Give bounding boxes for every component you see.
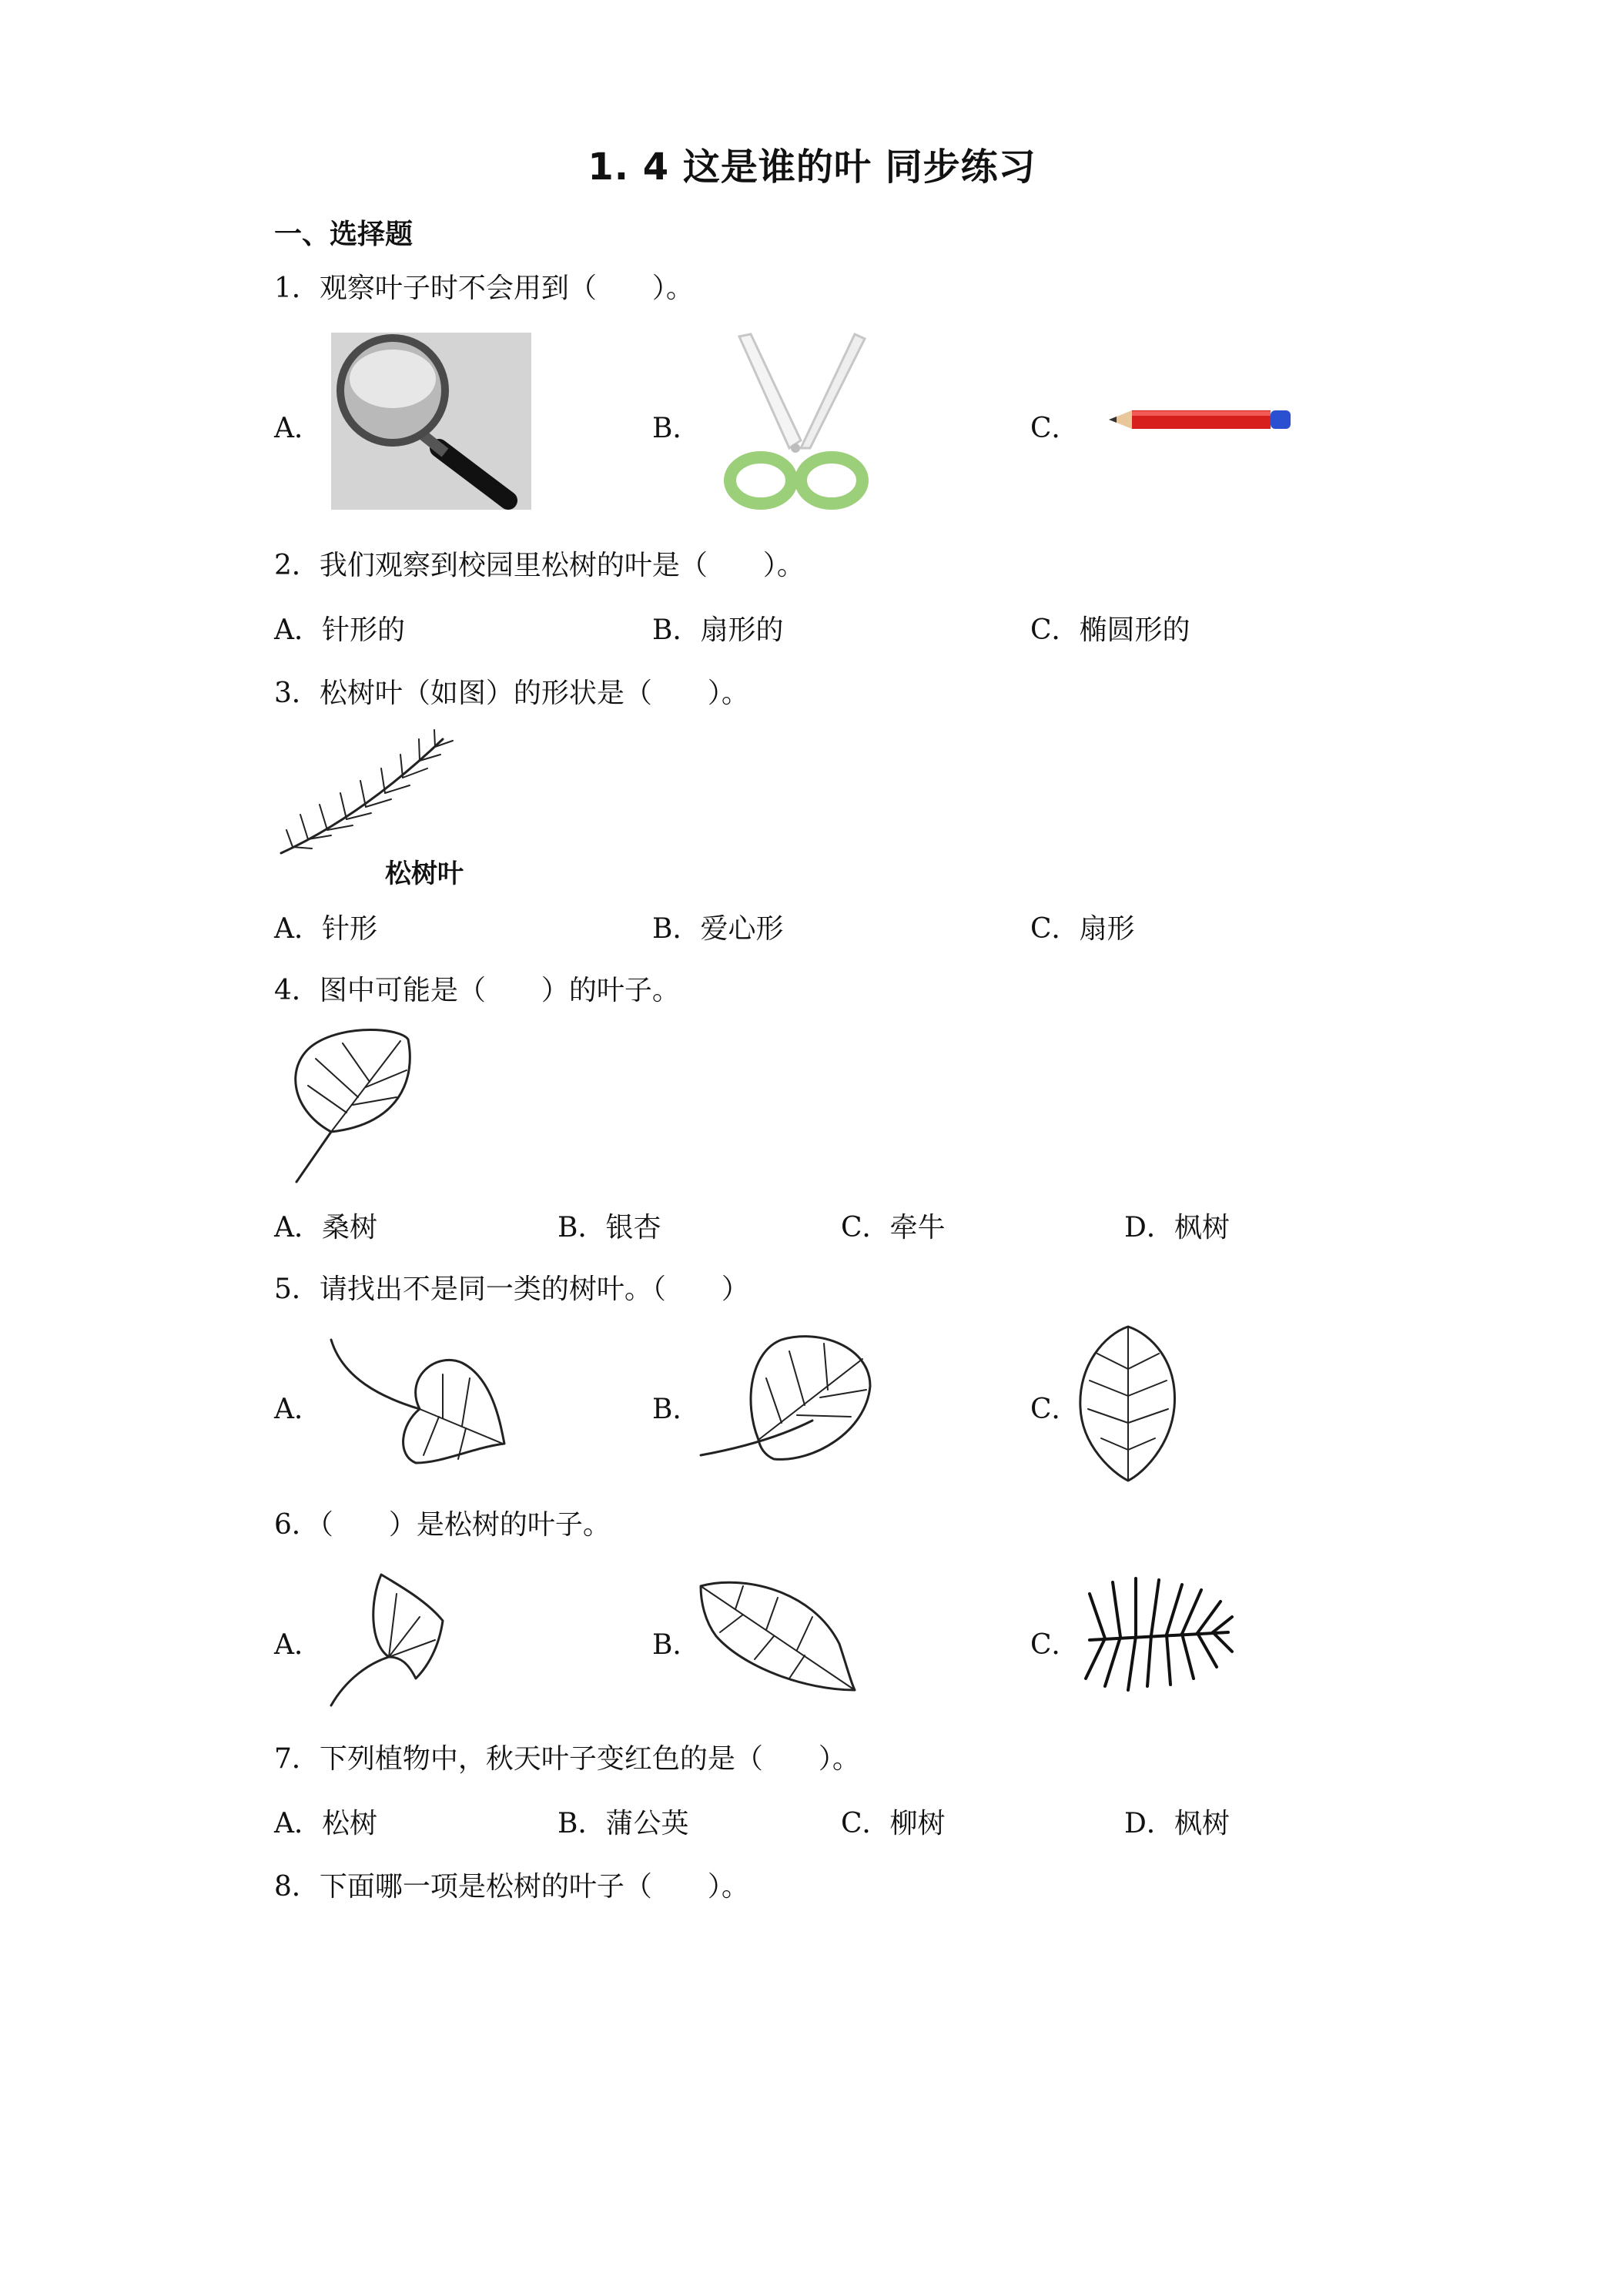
q6-option-c[interactable]: C． (1030, 1629, 1080, 1661)
q7-option-a[interactable]: A．松树 (274, 1808, 377, 1839)
q5-leaf-b-image (697, 1332, 882, 1471)
q4-option-c[interactable]: C．牵牛 (841, 1212, 946, 1243)
q3-option-b[interactable]: B．爱心形 (652, 913, 784, 945)
q4-option-d[interactable]: D．枫树 (1124, 1212, 1230, 1243)
section-heading: 一、选择题 (274, 219, 414, 250)
q6-option-a[interactable]: A． (274, 1629, 322, 1661)
question-6-stem: 6．（ ）是松树的叶子。 (274, 1509, 611, 1541)
magnifying-glass-image (331, 333, 531, 510)
q7-option-b[interactable]: B．蒲公英 (558, 1808, 689, 1839)
q7-option-c[interactable]: C．柳树 (841, 1808, 946, 1839)
q1-option-b[interactable]: B． (652, 413, 701, 444)
q5-option-b[interactable]: B． (652, 1394, 701, 1425)
question-1-stem: 1．观察叶子时不会用到（ ）。 (274, 273, 694, 304)
q7-option-d[interactable]: D．枫树 (1124, 1808, 1230, 1839)
question-3-stem: 3．松树叶（如图）的形状是（ ）。 (274, 678, 749, 709)
q3-option-a[interactable]: A．针形 (274, 913, 377, 945)
question-7-stem: 7．下列植物中，秋天叶子变红色的是（ ）。 (274, 1743, 860, 1775)
q1-option-a[interactable]: A． (274, 413, 322, 444)
q3-option-c[interactable]: C．扇形 (1030, 913, 1135, 945)
question-2-stem: 2．我们观察到校园里松树的叶是（ ）。 (274, 550, 805, 581)
poplar-leaf-image (285, 1024, 424, 1186)
question-4-stem: 4．图中可能是（ ）的叶子。 (274, 975, 680, 1006)
q4-option-a[interactable]: A．桑树 (274, 1212, 377, 1243)
question-5-stem: 5．请找出不是同一类的树叶。（ ） (274, 1274, 749, 1305)
pine-needles-image (1082, 1571, 1236, 1694)
page-title: 1. 4 这是谁的叶 同步练习 (588, 146, 1036, 189)
pine-branch-image (277, 724, 485, 862)
figure-caption: 松树叶 (385, 858, 464, 889)
pencil-image (1109, 404, 1294, 435)
question-8-stem: 8．下面哪一项是松树的叶子（ ）。 (274, 1871, 749, 1903)
oval-leaf-image (697, 1575, 859, 1698)
ginkgo-leaf-image (327, 1571, 450, 1709)
q5-leaf-c-image (1074, 1323, 1182, 1484)
q4-option-b[interactable]: B．银杏 (558, 1212, 661, 1243)
q5-option-a[interactable]: A． (274, 1394, 322, 1425)
q5-leaf-a-image (327, 1332, 512, 1471)
q2-option-c[interactable]: C．椭圆形的 (1030, 614, 1190, 646)
q6-option-b[interactable]: B． (652, 1629, 701, 1661)
q1-option-c[interactable]: C． (1030, 413, 1080, 444)
scissors-image (716, 333, 878, 510)
q2-option-a[interactable]: A．针形的 (274, 614, 405, 646)
q5-option-c[interactable]: C． (1030, 1394, 1080, 1425)
q2-option-b[interactable]: B．扇形的 (652, 614, 784, 646)
